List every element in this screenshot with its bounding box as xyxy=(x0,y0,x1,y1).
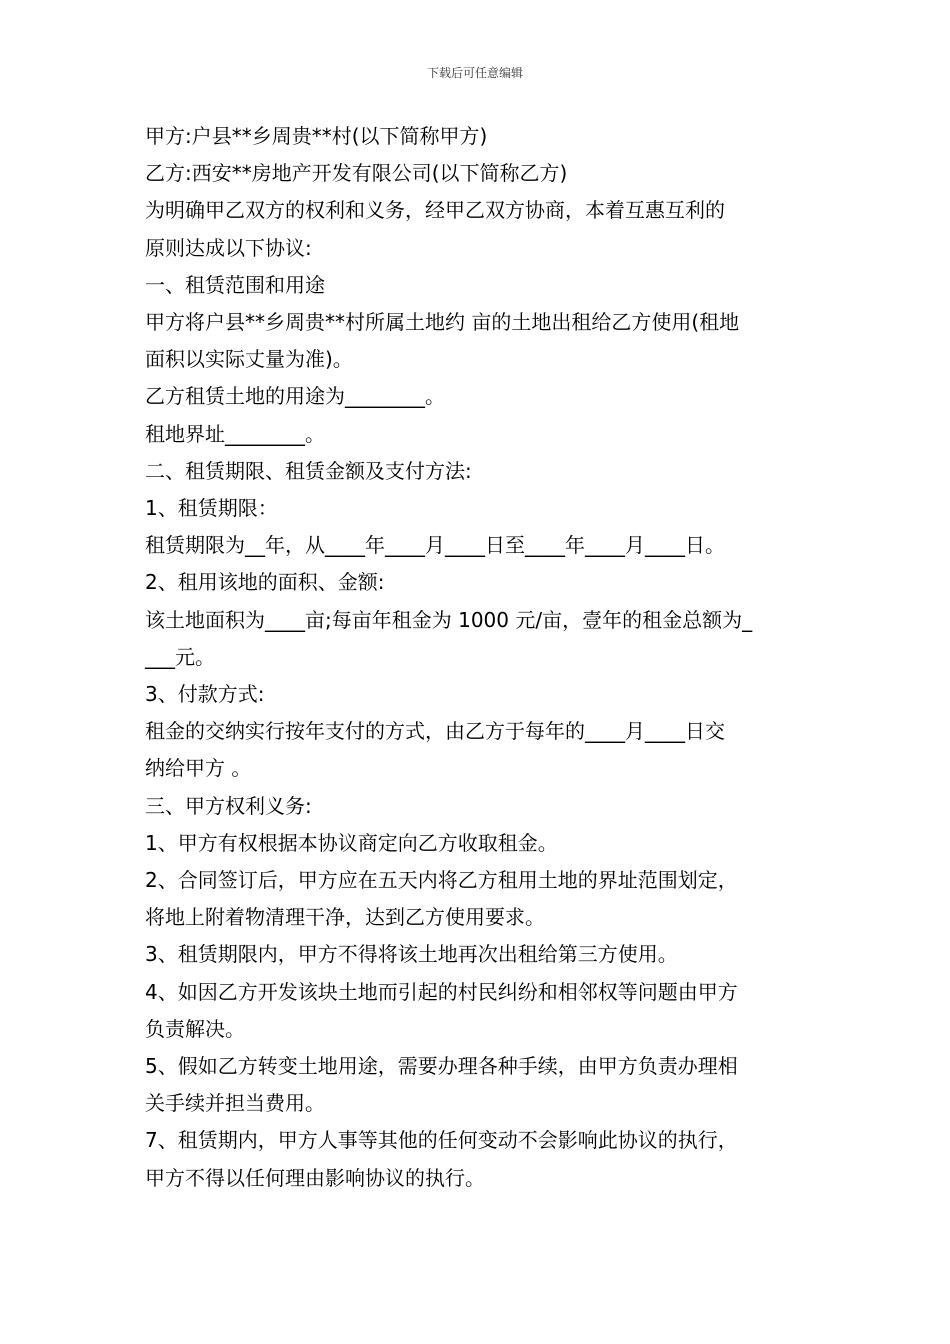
text-line: 负责解决。 xyxy=(145,1016,245,1041)
text-line: 二、租赁期限、租赁金额及支付方法: xyxy=(145,458,472,483)
text-line: 2、租用该地的面积、金额: xyxy=(145,570,385,595)
text-line: 原则达成以下协议: xyxy=(145,235,312,260)
document-body xyxy=(145,118,810,1197)
text-line: 1、租赁期限： xyxy=(145,496,278,521)
text-line: 4、如因乙方开发该块土地而引起的村民纠纷和相邻权等问题由甲方 xyxy=(145,979,738,1004)
text-line: 甲方不得以任何理由影响协议的执行。 xyxy=(145,1165,485,1190)
text-line: 该土地面积为____亩;每亩年租金为 1000 元/亩，壹年的租金总额为_ xyxy=(145,607,753,632)
text-line: 乙方:西安**房地产开发有限公司(以下简称乙方) xyxy=(145,161,568,186)
text-line: 乙方租赁土地的用途为________。 xyxy=(145,384,445,409)
text-line: 将地上附着物清理干净，达到乙方使用要求。 xyxy=(145,905,545,930)
text-line: 2、合同签订后，甲方应在五天内将乙方租用土地的界址范围划定， xyxy=(145,868,738,893)
text-line: 7、租赁期内，甲方人事等其他的任何变动不会影响此协议的执行， xyxy=(145,1128,738,1153)
text-line: ___元。 xyxy=(145,644,215,669)
text-line: 3、付款方式: xyxy=(145,682,265,707)
text-line: 甲方将户县**乡周贵**村所属土地约 亩的土地出租给乙方使用(租地 xyxy=(145,310,740,335)
page-header: 下载后可任意编辑 xyxy=(426,66,523,80)
text-line: 租金的交纳实行按年支付的方式，由乙方于每年的____月____日交 xyxy=(145,719,725,744)
text-line: 纳给甲方 。 xyxy=(145,756,252,781)
text-line: 3、租赁期限内，甲方不得将该土地再次出租给第三方使用。 xyxy=(145,942,678,967)
text-line: 一、租赁范围和用途 xyxy=(145,272,325,297)
text-line: 1、甲方有权根据本协议商定向乙方收取租金。 xyxy=(145,830,558,855)
text-line: 租地界址________。 xyxy=(145,421,325,446)
text-line: 为明确甲乙双方的权利和义务，经甲乙双方协商，本着互惠互利的 xyxy=(145,198,725,223)
text-line: 甲方:户县**乡周贵**村(以下简称甲方) xyxy=(145,124,488,148)
text-line: 面积以实际丈量为准)。 xyxy=(145,347,353,372)
text-line: 三、甲方权利义务: xyxy=(145,793,312,818)
text-line: 租赁期限为__年，从____年____月____日至____年____月____日。 xyxy=(145,533,725,558)
text-line: 5、假如乙方转变土地用途，需要办理各种手续，由甲方负责办理相 xyxy=(145,1054,738,1079)
text-line: 关手续并担当费用。 xyxy=(145,1091,325,1116)
